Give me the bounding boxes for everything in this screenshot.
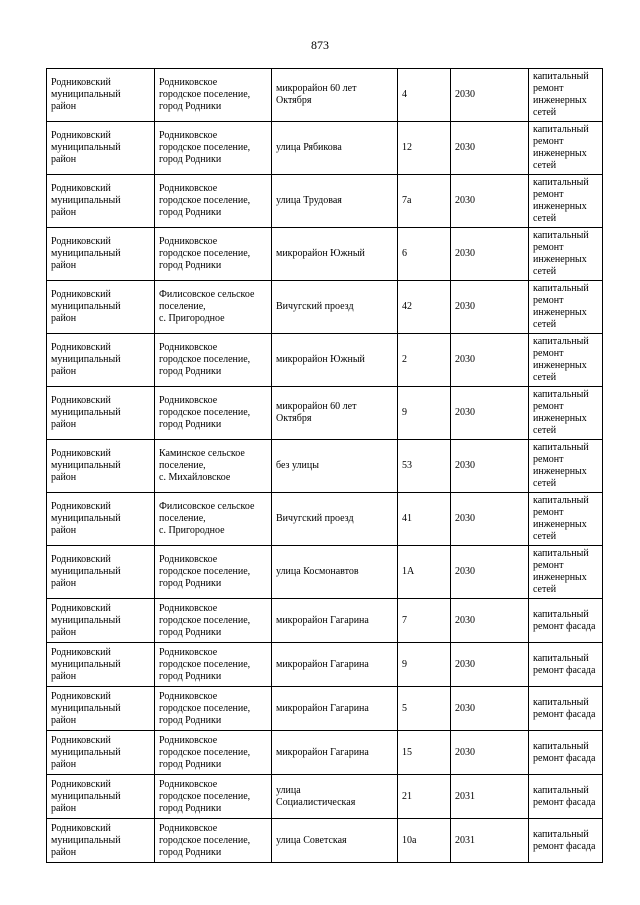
district-cell: Родниковский муниципальный район bbox=[47, 122, 155, 175]
work-type-cell: капитальный ремонт фасада bbox=[529, 819, 603, 863]
district-cell: Родниковский муниципальный район bbox=[47, 687, 155, 731]
street-cell: микрорайон Гагарина bbox=[272, 731, 398, 775]
work-type-cell: капитальный ремонт инженерных сетей bbox=[529, 440, 603, 493]
settlement-cell: Родниковское городское поселение, город Родники bbox=[155, 175, 272, 228]
street-cell: Вичугский проезд bbox=[272, 493, 398, 546]
table-row bbox=[47, 819, 603, 863]
street-cell: без улицы bbox=[272, 440, 398, 493]
year-cell: 2031 bbox=[451, 819, 529, 863]
settlement-cell: Родниковское городское поселение, город Родники bbox=[155, 687, 272, 731]
street-cell: микрорайон Гагарина bbox=[272, 643, 398, 687]
work-type-cell: капитальный ремонт инженерных сетей bbox=[529, 122, 603, 175]
district-cell: Родниковский муниципальный район bbox=[47, 643, 155, 687]
street-cell: микрорайон Гагарина bbox=[272, 599, 398, 643]
house-number-cell: 9 bbox=[398, 643, 451, 687]
district-cell: Родниковский муниципальный район bbox=[47, 599, 155, 643]
work-type-cell: капитальный ремонт инженерных сетей bbox=[529, 175, 603, 228]
street-cell: улица Социалистическая bbox=[272, 775, 398, 819]
work-type-cell: капитальный ремонт инженерных сетей bbox=[529, 69, 603, 122]
settlement-cell: Родниковское городское поселение, город Родники bbox=[155, 599, 272, 643]
house-number-cell: 7 bbox=[398, 599, 451, 643]
house-number-cell: 15 bbox=[398, 731, 451, 775]
settlement-cell: Филисовское сельское поселение, с. Пригородное bbox=[155, 493, 272, 546]
street-cell: микрорайон Гагарина bbox=[272, 687, 398, 731]
work-type-cell: капитальный ремонт инженерных сетей bbox=[529, 281, 603, 334]
house-number-cell: 4 bbox=[398, 69, 451, 122]
house-number-cell: 1А bbox=[398, 546, 451, 599]
year-cell: 2030 bbox=[451, 69, 529, 122]
district-cell: Родниковский муниципальный район bbox=[47, 775, 155, 819]
settlement-cell: Родниковское городское поселение, город Родники bbox=[155, 69, 272, 122]
work-type-cell: капитальный ремонт фасада bbox=[529, 731, 603, 775]
table-row bbox=[47, 122, 603, 175]
settlement-cell: Родниковское городское поселение, город Родники bbox=[155, 775, 272, 819]
street-cell: улица Трудовая bbox=[272, 175, 398, 228]
district-cell: Родниковский муниципальный район bbox=[47, 387, 155, 440]
work-type-cell: капитальный ремонт инженерных сетей bbox=[529, 387, 603, 440]
district-cell: Родниковский муниципальный район bbox=[47, 546, 155, 599]
house-number-cell: 41 bbox=[398, 493, 451, 546]
table-body bbox=[47, 69, 603, 863]
district-cell: Родниковский муниципальный район bbox=[47, 493, 155, 546]
street-cell: микрорайон Южный bbox=[272, 228, 398, 281]
settlement-cell: Родниковское городское поселение, город Родники bbox=[155, 546, 272, 599]
year-cell: 2030 bbox=[451, 546, 529, 599]
year-cell: 2030 bbox=[451, 440, 529, 493]
table-row bbox=[47, 440, 603, 493]
table-row bbox=[47, 493, 603, 546]
table-row bbox=[47, 175, 603, 228]
work-type-cell: капитальный ремонт фасада bbox=[529, 775, 603, 819]
settlement-cell: Филисовское сельское поселение, с. Пригородное bbox=[155, 281, 272, 334]
year-cell: 2030 bbox=[451, 493, 529, 546]
settlement-cell: Родниковское городское поселение, город Родники bbox=[155, 122, 272, 175]
year-cell: 2030 bbox=[451, 599, 529, 643]
settlement-cell: Родниковское городское поселение, город Родники bbox=[155, 228, 272, 281]
district-cell: Родниковский муниципальный район bbox=[47, 228, 155, 281]
house-number-cell: 2 bbox=[398, 334, 451, 387]
table-row bbox=[47, 643, 603, 687]
house-number-cell: 5 bbox=[398, 687, 451, 731]
district-cell: Родниковский муниципальный район bbox=[47, 334, 155, 387]
table-row bbox=[47, 599, 603, 643]
work-type-cell: капитальный ремонт инженерных сетей bbox=[529, 493, 603, 546]
table-row bbox=[47, 546, 603, 599]
district-cell: Родниковский муниципальный район bbox=[47, 175, 155, 228]
settlement-cell: Родниковское городское поселение, город Родники bbox=[155, 387, 272, 440]
table-row bbox=[47, 69, 603, 122]
district-cell: Родниковский муниципальный район bbox=[47, 440, 155, 493]
table-row bbox=[47, 334, 603, 387]
street-cell: улица Советская bbox=[272, 819, 398, 863]
house-number-cell: 9 bbox=[398, 387, 451, 440]
work-type-cell: капитальный ремонт инженерных сетей bbox=[529, 228, 603, 281]
house-number-cell: 53 bbox=[398, 440, 451, 493]
work-type-cell: капитальный ремонт фасада bbox=[529, 643, 603, 687]
district-cell: Родниковский муниципальный район bbox=[47, 819, 155, 863]
housing-repair-table bbox=[46, 68, 603, 863]
table-row bbox=[47, 687, 603, 731]
table-row bbox=[47, 387, 603, 440]
house-number-cell: 42 bbox=[398, 281, 451, 334]
house-number-cell: 12 bbox=[398, 122, 451, 175]
page-number: 873 bbox=[311, 38, 329, 52]
district-cell: Родниковский муниципальный район bbox=[47, 731, 155, 775]
street-cell: микрорайон 60 лет Октября bbox=[272, 387, 398, 440]
street-cell: улица Рябикова bbox=[272, 122, 398, 175]
year-cell: 2031 bbox=[451, 775, 529, 819]
district-cell: Родниковский муниципальный район bbox=[47, 69, 155, 122]
year-cell: 2030 bbox=[451, 175, 529, 228]
work-type-cell: капитальный ремонт фасада bbox=[529, 599, 603, 643]
settlement-cell: Родниковское городское поселение, город Родники bbox=[155, 731, 272, 775]
district-cell: Родниковский муниципальный район bbox=[47, 281, 155, 334]
year-cell: 2030 bbox=[451, 228, 529, 281]
work-type-cell: капитальный ремонт фасада bbox=[529, 687, 603, 731]
year-cell: 2030 bbox=[451, 281, 529, 334]
year-cell: 2030 bbox=[451, 334, 529, 387]
street-cell: Вичугский проезд bbox=[272, 281, 398, 334]
house-number-cell: 7а bbox=[398, 175, 451, 228]
house-number-cell: 6 bbox=[398, 228, 451, 281]
street-cell: улица Космонавтов bbox=[272, 546, 398, 599]
year-cell: 2030 bbox=[451, 643, 529, 687]
table-row bbox=[47, 775, 603, 819]
street-cell: микрорайон Южный bbox=[272, 334, 398, 387]
year-cell: 2030 bbox=[451, 687, 529, 731]
house-number-cell: 21 bbox=[398, 775, 451, 819]
year-cell: 2030 bbox=[451, 387, 529, 440]
settlement-cell: Родниковское городское поселение, город Родники bbox=[155, 819, 272, 863]
street-cell: микрорайон 60 лет Октября bbox=[272, 69, 398, 122]
year-cell: 2030 bbox=[451, 731, 529, 775]
settlement-cell: Каминское сельское поселение, с. Михайловское bbox=[155, 440, 272, 493]
house-number-cell: 10а bbox=[398, 819, 451, 863]
settlement-cell: Родниковское городское поселение, город Родники bbox=[155, 643, 272, 687]
table-row bbox=[47, 228, 603, 281]
table-row bbox=[47, 731, 603, 775]
year-cell: 2030 bbox=[451, 122, 529, 175]
table-row bbox=[47, 281, 603, 334]
settlement-cell: Родниковское городское поселение, город Родники bbox=[155, 334, 272, 387]
work-type-cell: капитальный ремонт инженерных сетей bbox=[529, 334, 603, 387]
work-type-cell: капитальный ремонт инженерных сетей bbox=[529, 546, 603, 599]
